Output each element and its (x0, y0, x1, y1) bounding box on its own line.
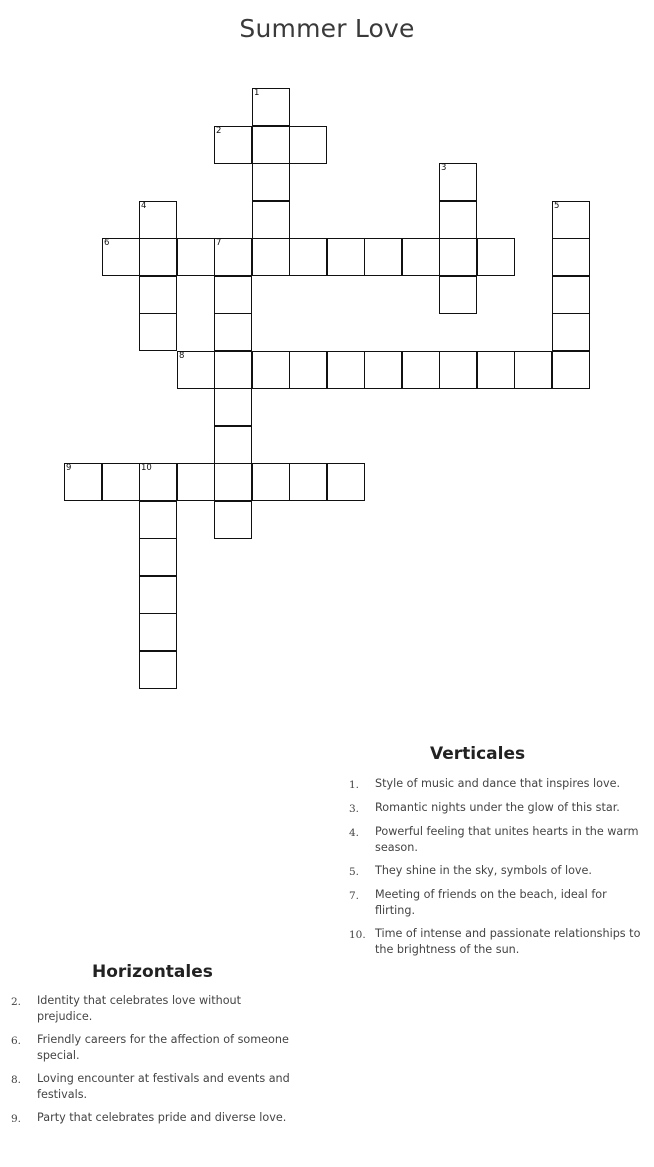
grid-cell[interactable] (252, 351, 290, 389)
cell-number: 10 (141, 463, 152, 473)
grid-cell[interactable] (214, 276, 252, 314)
cell-number: 6 (104, 238, 110, 248)
clue-item (349, 926, 644, 958)
grid-cell[interactable] (139, 201, 177, 239)
cell-number: 7 (216, 238, 222, 248)
grid-cell[interactable] (177, 238, 215, 276)
clue-item (349, 887, 644, 919)
grid-cell[interactable] (214, 501, 252, 539)
grid-cell[interactable] (139, 651, 177, 689)
grid-cell[interactable] (439, 201, 477, 239)
clue-item (349, 776, 644, 793)
grid-cell[interactable] (139, 238, 177, 276)
clue-text: Friendly careers for the affection of someone special. (37, 1033, 289, 1062)
clue-text: Time of intense and passionate relationships to the brightness of the sun. (375, 927, 641, 956)
grid-cell[interactable] (552, 351, 590, 389)
grid-cell[interactable] (252, 238, 290, 276)
grid-cell[interactable] (252, 88, 290, 126)
grid-cell[interactable] (477, 238, 515, 276)
grid-cell[interactable] (252, 163, 290, 201)
grid-cell[interactable] (289, 238, 327, 276)
clue-text: Meeting of friends on the beach, ideal for flirting. (375, 888, 607, 917)
puzzle-title: Summer Love (239, 14, 415, 43)
cell-number: 2 (216, 126, 222, 136)
clue-text: They shine in the sky, symbols of love. (375, 864, 592, 877)
clue-text: Powerful feeling that unites hearts in the warm season. (375, 825, 639, 854)
clue-item (349, 824, 644, 856)
clue-text: Identity that celebrates love without prejudice. (37, 994, 242, 1023)
grid-cell[interactable] (439, 238, 477, 276)
clue-number: 6. (11, 1035, 22, 1047)
grid-cell[interactable] (139, 276, 177, 314)
grid-cell[interactable] (402, 238, 440, 276)
clue-text: Style of music and dance that inspires love. (375, 777, 621, 790)
clue-item (349, 863, 644, 880)
cell-number: 8 (179, 351, 185, 361)
clue-text: Party that celebrates pride and diverse love. (37, 1111, 287, 1124)
clue-number: 7. (349, 890, 360, 902)
grid-cell[interactable] (327, 463, 365, 501)
grid-cell[interactable] (139, 538, 177, 576)
grid-cell[interactable] (439, 351, 477, 389)
clue-item (11, 1071, 291, 1103)
clue-number: 9. (11, 1113, 22, 1125)
clue-item (11, 993, 291, 1025)
grid-cell[interactable] (177, 351, 215, 389)
clue-number: 4. (349, 827, 360, 839)
grid-cell[interactable] (214, 313, 252, 351)
clue-number: 3. (349, 803, 360, 815)
clue-number: 8. (11, 1074, 22, 1086)
down-clues-heading: Verticales (430, 744, 526, 764)
cell-number: 3 (441, 163, 447, 173)
grid-cell[interactable] (364, 238, 402, 276)
grid-cell[interactable] (139, 313, 177, 351)
grid-cell[interactable] (214, 463, 252, 501)
grid-cell[interactable] (252, 126, 290, 164)
clue-item (349, 800, 644, 817)
clue-number: 5. (349, 866, 360, 878)
grid-cell[interactable] (514, 351, 552, 389)
clue-item (11, 1110, 291, 1127)
cell-number: 1 (254, 88, 260, 98)
grid-cell[interactable] (477, 351, 515, 389)
grid-cell[interactable] (552, 238, 590, 276)
cell-number: 9 (66, 463, 72, 473)
grid-cell[interactable] (402, 351, 440, 389)
grid-cell[interactable] (552, 276, 590, 314)
clue-number: 10. (349, 929, 366, 941)
grid-cell[interactable] (214, 238, 252, 276)
grid-cell[interactable] (177, 463, 215, 501)
grid-cell[interactable] (289, 463, 327, 501)
grid-cell[interactable] (289, 126, 327, 164)
grid-cell[interactable] (439, 163, 477, 201)
clue-text: Romantic nights under the glow of this star. (375, 801, 620, 814)
across-clues-list (11, 993, 291, 1134)
across-clues-heading: Horizontales (92, 962, 213, 982)
grid-cell[interactable] (214, 388, 252, 426)
grid-cell[interactable] (327, 351, 365, 389)
grid-cell[interactable] (552, 313, 590, 351)
grid-cell[interactable] (252, 201, 290, 239)
cell-number: 5 (554, 201, 560, 211)
grid-cell[interactable] (139, 613, 177, 651)
grid-cell[interactable] (64, 463, 102, 501)
grid-cell[interactable] (214, 426, 252, 464)
cell-number: 4 (141, 201, 147, 211)
clue-text: Loving encounter at festivals and events and festivals. (37, 1072, 290, 1101)
grid-cell[interactable] (102, 238, 140, 276)
grid-cell[interactable] (214, 126, 252, 164)
grid-cell[interactable] (139, 576, 177, 614)
grid-cell[interactable] (552, 201, 590, 239)
down-clues-list (349, 776, 644, 965)
grid-cell[interactable] (214, 351, 252, 389)
clue-number: 1. (349, 779, 360, 791)
clue-item (11, 1032, 291, 1064)
grid-cell[interactable] (102, 463, 140, 501)
grid-cell[interactable] (252, 463, 290, 501)
grid-cell[interactable] (289, 351, 327, 389)
grid-cell[interactable] (439, 276, 477, 314)
grid-cell[interactable] (139, 501, 177, 539)
grid-cell[interactable] (139, 463, 177, 501)
clue-number: 2. (11, 996, 22, 1008)
grid-cell[interactable] (364, 351, 402, 389)
grid-cell[interactable] (327, 238, 365, 276)
